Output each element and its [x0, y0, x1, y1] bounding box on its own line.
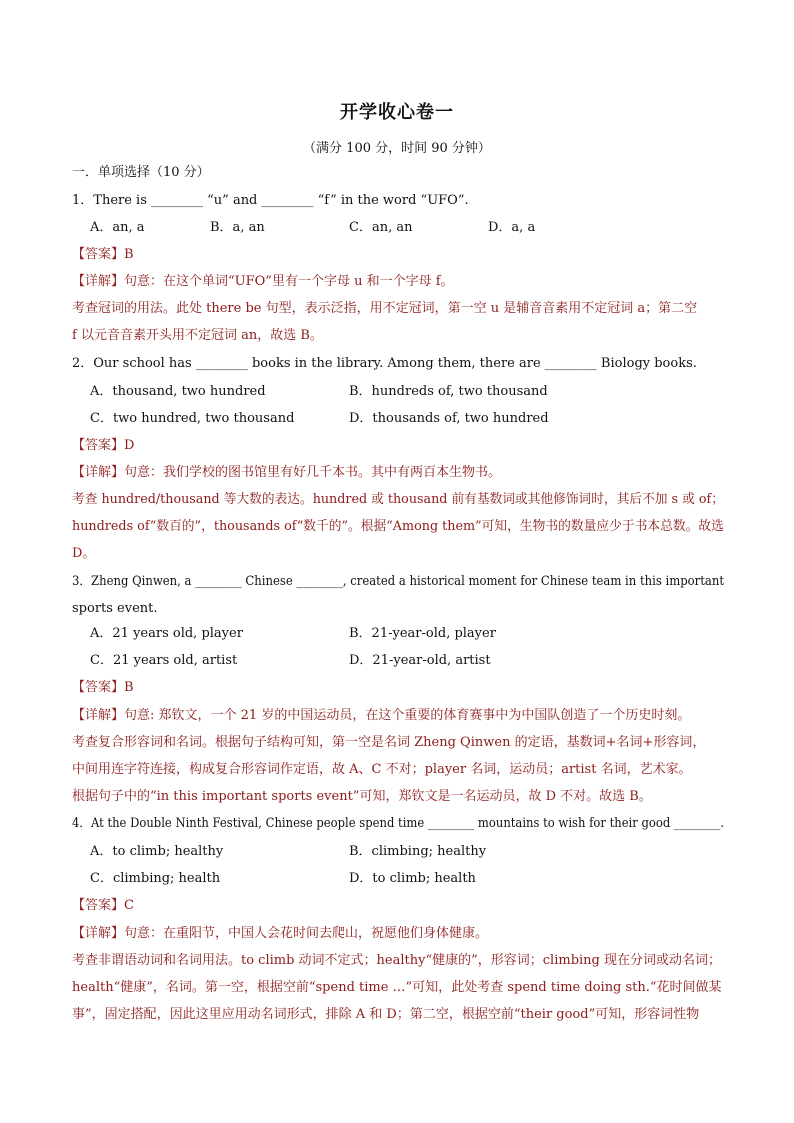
question-1-option-a: A．an, a — [90, 220, 145, 235]
question-4-option-d: D．to climb; health — [349, 871, 476, 886]
page-title: 开学收心卷一 — [340, 102, 454, 123]
answer-label: 【答案】 — [72, 898, 125, 913]
question-3-answer — [72, 679, 134, 697]
question-3-stem-continued: sports event. — [72, 601, 158, 616]
question-3-explanation-line: 考查复合形容词和名词。根据句子结构可知，第一空是名词 Zheng Qinwen 的定语，基数词+名词+形容词， — [72, 735, 706, 750]
question-1-option-d: D．a, a — [488, 220, 536, 235]
detail-text: 句意：在重阳节，中国人会花时间去爬山，祝愿他们身体健康。 — [124, 926, 489, 941]
question-2-explanation-line: 考查 hundred/thousand 等大数的表达。hundred 或 thousand 前有基数词或其他修饰词时，其后不加 s 或 of； — [72, 492, 724, 507]
question-4-answer — [72, 897, 134, 915]
question-3-detail — [72, 707, 690, 725]
question-4-explanation-line: health“健康”，名词。第一空，根据空前“spend time …”可知，此处考查 spend time doing sth.“花时间做某 — [72, 980, 722, 995]
question-2-answer — [72, 437, 134, 455]
page-subtitle: （满分 100 分，时间 90 分钟） — [303, 141, 491, 156]
question-2-explanation-line: D。 — [72, 546, 96, 561]
answer-value: B — [124, 680, 134, 695]
question-4-option-b: B．climbing; healthy — [349, 844, 487, 859]
question-2-option-d: D．thousands of, two hundred — [349, 411, 549, 426]
question-3-option-d: D．21-year-old, artist — [349, 653, 491, 668]
question-2-option-b: B．hundreds of, two thousand — [349, 384, 548, 399]
answer-value: D — [124, 438, 135, 453]
question-2-option-a: A．thousand, two hundred — [90, 384, 266, 399]
question-3-stem: 3．Zheng Qinwen, a ________ Chinese ________, created a historical moment for Chinese team in this important — [72, 574, 724, 589]
detail-label: 【详解】 — [72, 274, 125, 289]
section-heading: 一．单项选择（10 分） — [72, 165, 210, 180]
question-4-option-c: C．climbing; health — [90, 871, 221, 886]
detail-label: 【详解】 — [72, 465, 125, 480]
question-2-option-c: C．two hundred, two thousand — [90, 411, 295, 426]
answer-label: 【答案】 — [72, 680, 125, 695]
detail-text: 句意：我们学校的图书馆里有好几千本书。其中有两百本生物书。 — [124, 465, 502, 480]
question-3-option-b: B．21-year-old, player — [349, 626, 496, 641]
detail-text: 句意：在这个单词“UFO”里有一个字母 u 和一个字母 f。 — [124, 274, 454, 289]
detail-label: 【详解】 — [72, 708, 125, 723]
answer-label: 【答案】 — [72, 247, 125, 262]
question-2-explanation-line: hundreds of“数百的”，thousands of“数千的”。根据“Among them”可知，生物书的数量应少于书本总数。故选 — [72, 519, 724, 534]
question-1-stem: 1．There is ________ “u” and ________ “f” in the word “UFO”. — [72, 193, 469, 208]
answer-label: 【答案】 — [72, 438, 125, 453]
question-4-explanation-line: 事”，固定搭配，因此这里应用动名词形式，排除 A 和 D；第二空，根据空前“their good”可知，形容词性物 — [72, 1007, 700, 1022]
question-3-option-c: C．21 years old, artist — [90, 653, 238, 668]
question-4-stem: 4．At the Double Ninth Festival, Chinese people spend time ________ mountains to wish for their good ________. — [72, 816, 724, 831]
question-3-option-a: A．21 years old, player — [90, 626, 243, 641]
question-2-stem: 2．Our school has ________ books in the library. Among them, there are ________ Biology books. — [72, 356, 697, 371]
question-1-explanation-line: 考查冠词的用法。此处 there be 句型，表示泛指，用不定冠词，第一空 u 是辅音音素用不定冠词 a；第二空 — [72, 301, 698, 316]
question-1-option-b: B．a, an — [210, 220, 265, 235]
question-1-detail — [72, 273, 454, 291]
question-4-option-a: A．to climb; healthy — [90, 844, 224, 859]
question-1-explanation-line: f 以元音音素开头用不定冠词 an，故选 B。 — [72, 328, 323, 343]
question-1-option-c: C．an, an — [349, 220, 413, 235]
detail-label: 【详解】 — [72, 926, 125, 941]
answer-value: C — [124, 898, 134, 913]
question-2-detail — [72, 464, 501, 482]
answer-value: B — [124, 247, 134, 262]
question-3-explanation-line: 根据句子中的“in this important sports event”可知，郑钦文是一名运动员，故 D 不对。故选 B。 — [72, 789, 652, 804]
question-4-detail — [72, 925, 488, 943]
question-1-answer — [72, 246, 134, 264]
question-4-explanation-line: 考查非谓语动词和名词用法。to climb 动词不定式；healthy“健康的”，形容词；climbing 现在分词或动名词； — [72, 953, 721, 968]
detail-text: 句意: 郑钦文，一个 21 岁的中国运动员，在这个重要的体育赛事中为中国队创造了一个历史时刻。 — [124, 708, 691, 723]
question-3-explanation-line: 中间用连字符连接，构成复合形容词作定语，故 A、C 不对；player 名词，运动员；artist 名词，艺术家。 — [72, 762, 692, 777]
